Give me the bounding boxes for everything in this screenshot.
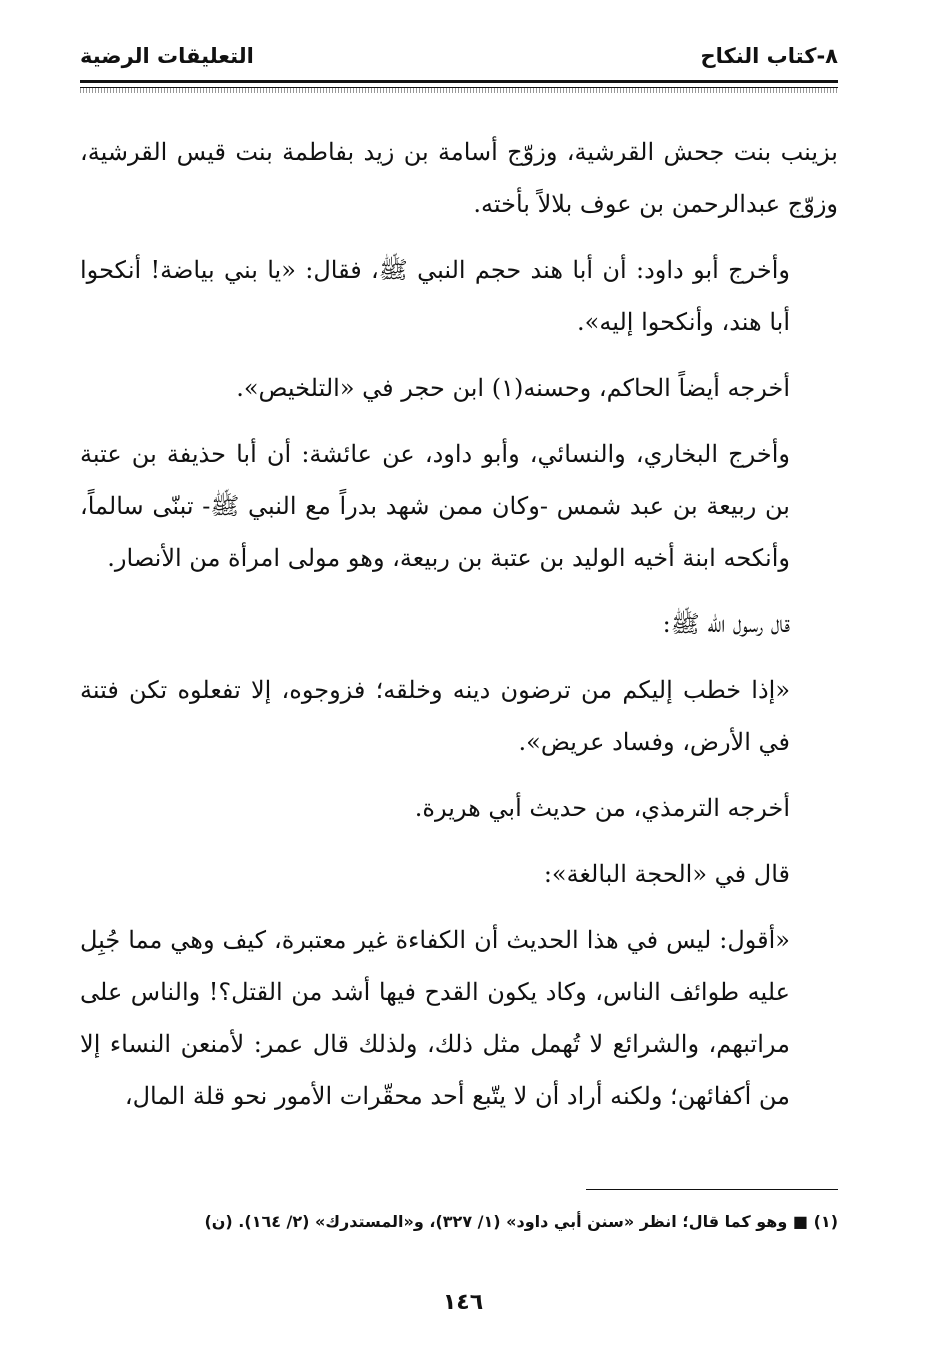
paragraph: قال رسول الله ﷺ: bbox=[662, 610, 790, 638]
paragraph: «إذا خطب إليكم من ترضون دينه وخلقه؛ فزوجوه، إلا تفعلوه تكن فتنة في الأرض، وفساد عريض». bbox=[80, 676, 790, 756]
page-number: ١٤٦ bbox=[442, 1290, 484, 1315]
main-text bbox=[80, 126, 838, 1122]
paragraph: وأخرج البخاري، والنسائي، وأبو داود، عن عائشة: أن أبا حذيفة بن عتبة بن ربيعة بن عبد شمس -وكان ممن شهد بدراً مع النبي ﷺ- تبنّى سالماً، وأنكحه ابنة أخيه الوليد بن عتبة بن ربيعة، وهو مولى امرأة من الأنصار. bbox=[80, 440, 790, 572]
paragraph: بزينب بنت جحش القرشية، وزوّج أسامة بن زيد بفاطمة بنت قيس القرشية، وزوّج عبدالرحمن بن عوف بلالاً بأخته. bbox=[80, 138, 838, 218]
page-header bbox=[80, 38, 838, 78]
footnote-rule bbox=[586, 1189, 838, 1190]
paragraph: أخرجه أيضاً الحاكم، وحسنه(١) ابن حجر في «التلخيص». bbox=[236, 374, 790, 402]
header-rule bbox=[80, 80, 838, 88]
footnote: (١) ■ وهو كما قال؛ انظر «سنن أبي داود» (١/ ٣٢٧)، و«المستدرك» (٢/ ١٦٤). (ن) bbox=[204, 1212, 838, 1231]
paragraph: وأخرج أبو داود: أن أبا هند حجم النبي ﷺ، فقال: «يا بني بياضة! أنكحوا أبا هند، وأنكحوا إليه». bbox=[80, 256, 790, 336]
chapter-title: ٨-كتاب النكاح bbox=[700, 44, 838, 68]
book-title: التعليقات الرضية bbox=[80, 44, 254, 68]
paragraph: «أقول: ليس في هذا الحديث أن الكفاءة غير معتبرة، كيف وهي مما جُبِل عليه طوائف الناس، وكاد يكون القدح فيها أشد من القتل؟! والناس على مراتبهم، والشرائع لا تُهمل مثل ذلك، ولذلك قال عمر: لأمنعن النساء إلا من أكفائهن؛ ولكنه أراد أن لا يتّبع أحد محقّرات الأمور نحو قلة المال، bbox=[80, 926, 790, 1110]
paragraph: قال في «الحجة البالغة»: bbox=[543, 860, 790, 888]
paragraph: أخرجه الترمذي، من حديث أبي هريرة. bbox=[414, 794, 790, 822]
header-rule-hatched bbox=[80, 88, 838, 93]
